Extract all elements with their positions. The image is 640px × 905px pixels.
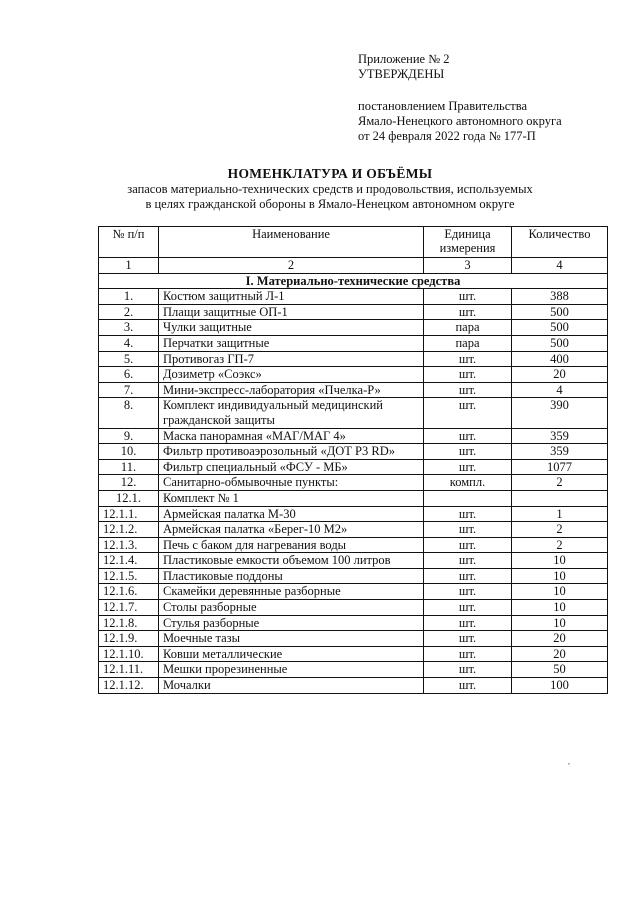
row-quantity bbox=[512, 490, 608, 506]
row-name: Санитарно-обмывочные пункты: bbox=[159, 475, 424, 491]
region-line: Ямало-Ненецкого автономного округа bbox=[358, 114, 562, 128]
row-name: Фильтр специальный «ФСУ - МБ» bbox=[159, 459, 424, 475]
row-name: Костюм защитный Л-1 bbox=[159, 289, 424, 305]
row-unit: шт. bbox=[424, 522, 512, 538]
row-quantity: 20 bbox=[512, 646, 608, 662]
row-name: Маска панорамная «МАГ/МАГ 4» bbox=[159, 428, 424, 444]
scan-mark: , bbox=[568, 757, 570, 766]
row-quantity: 2 bbox=[512, 522, 608, 538]
column-index-row bbox=[99, 258, 608, 274]
header-name: Наименование bbox=[159, 227, 424, 258]
row-name: Противогаз ГП-7 bbox=[159, 351, 424, 367]
table-row bbox=[99, 615, 608, 631]
table-row bbox=[99, 320, 608, 336]
header-quantity: Количество bbox=[512, 227, 608, 258]
row-quantity: 10 bbox=[512, 568, 608, 584]
row-quantity: 10 bbox=[512, 615, 608, 631]
row-name: Столы разборные bbox=[159, 600, 424, 616]
row-number: 12.1.7. bbox=[99, 600, 159, 616]
row-quantity: 390 bbox=[512, 398, 608, 428]
table-row bbox=[99, 304, 608, 320]
table-row bbox=[99, 335, 608, 351]
row-quantity: 500 bbox=[512, 304, 608, 320]
row-quantity: 10 bbox=[512, 584, 608, 600]
row-name: Армейская палатка М-30 bbox=[159, 506, 424, 522]
resolution-line: постановлением Правительства bbox=[358, 99, 528, 113]
table-row bbox=[99, 382, 608, 398]
row-unit: шт. bbox=[424, 584, 512, 600]
row-number: 12.1.3. bbox=[99, 537, 159, 553]
table-header-row bbox=[99, 227, 608, 258]
resolution-date: от 24 февраля 2022 года № 177-П bbox=[358, 129, 536, 143]
table-row bbox=[99, 367, 608, 383]
row-name: Чулки защитные bbox=[159, 320, 424, 336]
row-name: Комплект № 1 bbox=[159, 490, 424, 506]
row-quantity: 10 bbox=[512, 553, 608, 569]
row-quantity: 1077 bbox=[512, 459, 608, 475]
row-number: 11. bbox=[99, 459, 159, 475]
approved-label: УТВЕРЖДЕНЫ bbox=[358, 67, 445, 81]
table-row bbox=[99, 568, 608, 584]
table-row bbox=[99, 522, 608, 538]
row-name: Скамейки деревянные разборные bbox=[159, 584, 424, 600]
row-unit: шт. bbox=[424, 367, 512, 383]
column-index: 1 bbox=[99, 258, 159, 274]
row-unit: пара bbox=[424, 335, 512, 351]
row-name: Перчатки защитные bbox=[159, 335, 424, 351]
title-main: НОМЕНКЛАТУРА И ОБЪЁМЫ bbox=[227, 166, 433, 181]
row-unit: шт. bbox=[424, 444, 512, 460]
row-number: 12.1.9. bbox=[99, 631, 159, 647]
header-unit: Единица измерения bbox=[424, 227, 512, 258]
column-index: 4 bbox=[512, 258, 608, 274]
row-name: Печь с баком для нагревания воды bbox=[159, 537, 424, 553]
row-number: 12.1.2. bbox=[99, 522, 159, 538]
row-unit: шт. bbox=[424, 568, 512, 584]
section-title: I. Материально-технические средства bbox=[99, 273, 608, 289]
row-number: 12.1.4. bbox=[99, 553, 159, 569]
row-name: Армейская палатка «Берег-10 М2» bbox=[159, 522, 424, 538]
row-unit: шт. bbox=[424, 398, 512, 428]
row-quantity: 2 bbox=[512, 475, 608, 491]
row-unit: шт. bbox=[424, 615, 512, 631]
row-number: 12.1.12. bbox=[99, 678, 159, 694]
column-index: 2 bbox=[159, 258, 424, 274]
row-number: 12. bbox=[99, 475, 159, 491]
row-number: 6. bbox=[99, 367, 159, 383]
table-row bbox=[99, 600, 608, 616]
row-number: 10. bbox=[99, 444, 159, 460]
row-name: Стулья разборные bbox=[159, 615, 424, 631]
table-row bbox=[99, 553, 608, 569]
row-unit: шт. bbox=[424, 382, 512, 398]
appendix-number: Приложение № 2 bbox=[358, 52, 450, 66]
table-row bbox=[99, 428, 608, 444]
row-number: 12.1.10. bbox=[99, 646, 159, 662]
row-unit: шт. bbox=[424, 428, 512, 444]
row-number: 12.1.6. bbox=[99, 584, 159, 600]
row-name: Комплект индивидуальный медицинский гражданской защиты bbox=[159, 398, 424, 428]
row-number: 12.1.11. bbox=[99, 662, 159, 678]
row-unit: шт. bbox=[424, 600, 512, 616]
row-number: 12.1.5. bbox=[99, 568, 159, 584]
table-row bbox=[99, 631, 608, 647]
row-unit: шт. bbox=[424, 459, 512, 475]
row-number: 1. bbox=[99, 289, 159, 305]
row-quantity: 359 bbox=[512, 444, 608, 460]
row-unit: шт. bbox=[424, 678, 512, 694]
row-quantity: 1 bbox=[512, 506, 608, 522]
row-number: 12.1.8. bbox=[99, 615, 159, 631]
row-unit: шт. bbox=[424, 537, 512, 553]
header-number: № п/п bbox=[99, 227, 159, 258]
row-unit: шт. bbox=[424, 289, 512, 305]
row-quantity: 359 bbox=[512, 428, 608, 444]
row-quantity: 388 bbox=[512, 289, 608, 305]
row-unit: шт. bbox=[424, 646, 512, 662]
table-row bbox=[99, 475, 608, 491]
row-quantity: 500 bbox=[512, 335, 608, 351]
row-unit: пара bbox=[424, 320, 512, 336]
row-unit bbox=[424, 490, 512, 506]
row-quantity: 100 bbox=[512, 678, 608, 694]
row-name: Плащи защитные ОП-1 bbox=[159, 304, 424, 320]
row-unit: шт. bbox=[424, 553, 512, 569]
row-name: Ковши металлические bbox=[159, 646, 424, 662]
row-number: 9. bbox=[99, 428, 159, 444]
row-quantity: 500 bbox=[512, 320, 608, 336]
row-number: 5. bbox=[99, 351, 159, 367]
row-unit: шт. bbox=[424, 304, 512, 320]
row-quantity: 2 bbox=[512, 537, 608, 553]
row-name: Дозиметр «Соэкс» bbox=[159, 367, 424, 383]
row-quantity: 20 bbox=[512, 631, 608, 647]
title-sub-1: запасов материально-технических средств и продовольствия, используемых bbox=[127, 182, 533, 196]
table-row bbox=[99, 506, 608, 522]
table-row bbox=[99, 584, 608, 600]
row-quantity: 50 bbox=[512, 662, 608, 678]
row-name: Мочалки bbox=[159, 678, 424, 694]
row-quantity: 400 bbox=[512, 351, 608, 367]
row-number: 2. bbox=[99, 304, 159, 320]
table-row bbox=[99, 537, 608, 553]
table-row bbox=[99, 490, 608, 506]
row-unit: шт. bbox=[424, 662, 512, 678]
row-unit: шт. bbox=[424, 351, 512, 367]
table-row bbox=[99, 678, 608, 694]
table-row bbox=[99, 646, 608, 662]
row-name: Пластиковые емкости объемом 100 литров bbox=[159, 553, 424, 569]
approval-block bbox=[358, 52, 628, 144]
row-name: Мешки прорезиненные bbox=[159, 662, 424, 678]
row-quantity: 20 bbox=[512, 367, 608, 383]
table-row bbox=[99, 444, 608, 460]
row-unit: шт. bbox=[424, 631, 512, 647]
row-name: Фильтр противоаэрозольный «ДОТ Р3 RD» bbox=[159, 444, 424, 460]
row-name: Пластиковые поддоны bbox=[159, 568, 424, 584]
table-row bbox=[99, 662, 608, 678]
row-name: Мини-экспресс-лаборатория «Пчелка-Р» bbox=[159, 382, 424, 398]
nomenclature-table bbox=[98, 226, 608, 694]
row-unit: шт. bbox=[424, 506, 512, 522]
section-row bbox=[99, 273, 608, 289]
row-quantity: 10 bbox=[512, 600, 608, 616]
column-index: 3 bbox=[424, 258, 512, 274]
row-number: 4. bbox=[99, 335, 159, 351]
title-sub-2: в целях гражданской обороны в Ямало-Ненецком автономном округе bbox=[145, 197, 515, 211]
row-quantity: 4 bbox=[512, 382, 608, 398]
row-number: 8. bbox=[99, 398, 159, 428]
row-unit: компл. bbox=[424, 475, 512, 491]
table-row bbox=[99, 398, 608, 428]
row-number: 12.1. bbox=[99, 490, 159, 506]
row-name: Моечные тазы bbox=[159, 631, 424, 647]
row-number: 12.1.1. bbox=[99, 506, 159, 522]
table-row bbox=[99, 459, 608, 475]
row-number: 3. bbox=[99, 320, 159, 336]
row-number: 7. bbox=[99, 382, 159, 398]
document-title bbox=[90, 166, 570, 212]
table-row bbox=[99, 289, 608, 305]
table-row bbox=[99, 351, 608, 367]
